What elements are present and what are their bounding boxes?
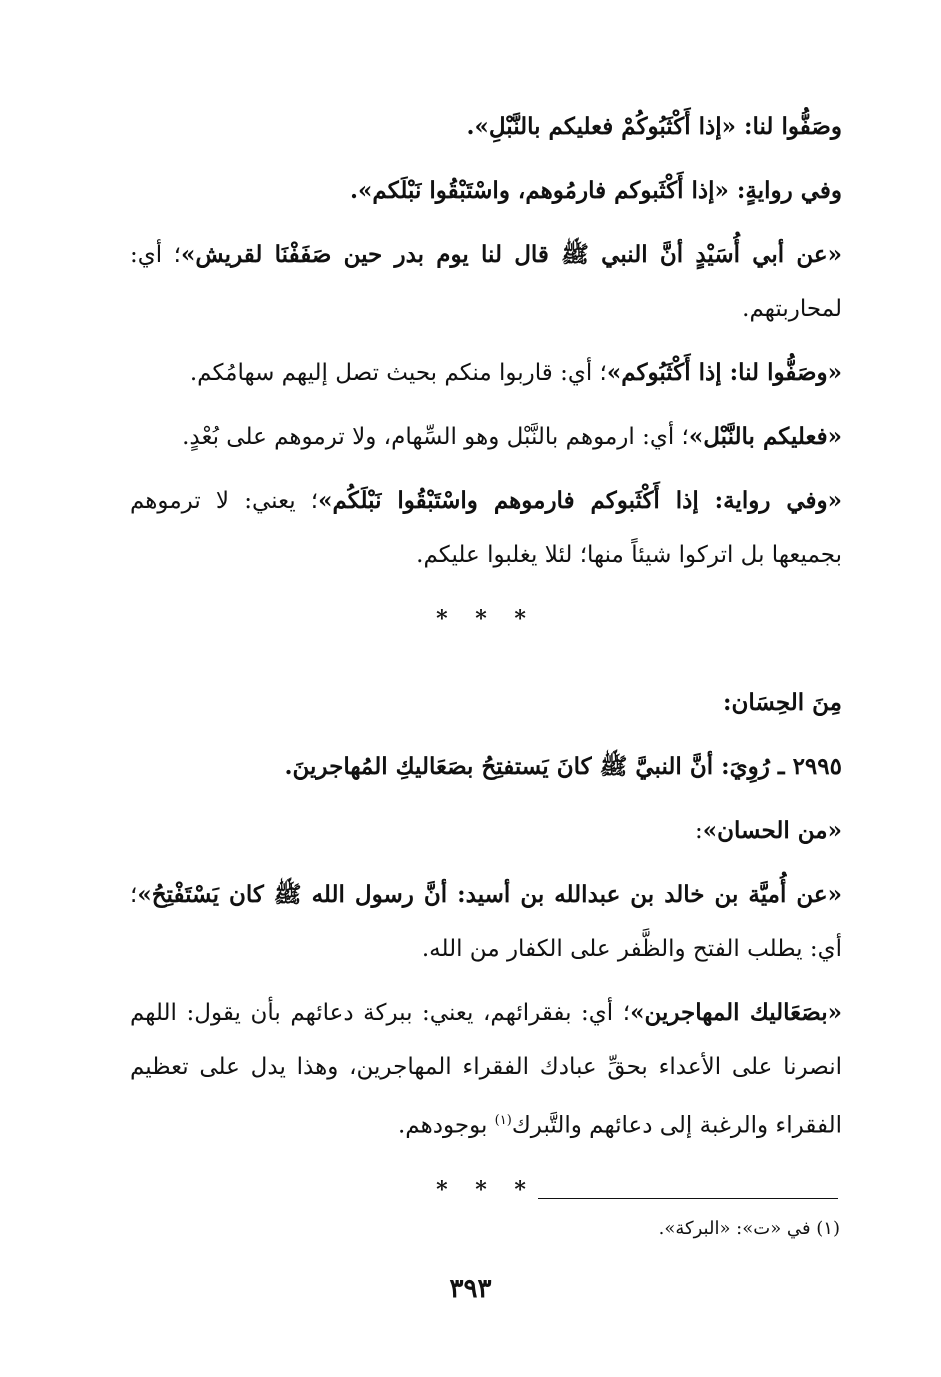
footnote-divider — [538, 1198, 838, 1199]
paragraph — [130, 410, 842, 464]
paragraph — [130, 228, 842, 336]
text-segment: ؛ يعني: لا ترموهم بجميعها بل اتركوا شيئاً منها؛ لئلا يغلبوا عليكم. — [130, 488, 842, 568]
paragraph — [130, 346, 842, 400]
commentary-block-1 — [130, 100, 842, 582]
section-heading: مِنَ الحِسَان: — [723, 689, 842, 716]
text-segment: بوجودهم. — [397, 1112, 495, 1139]
text-segment: : — [695, 818, 703, 844]
paragraph — [130, 474, 842, 582]
text-segment: ؛ أي: يطلب الفتح والظَّفر على الكفار من الله. — [130, 882, 842, 962]
footnote-ref: (١) — [494, 1113, 512, 1128]
main-text — [130, 100, 842, 1247]
page-number: ٣٩٣ — [449, 1274, 492, 1304]
commentary-block-2 — [130, 804, 842, 1153]
text-segment: «من الحسان» — [702, 817, 842, 844]
hadith-text: ٢٩٩٥ ـ رُوِيَ: أنَّ النبيَّ ﷺ كانَ يَستفتِحُ بصَعَاليكِ المُهاجرينَ. — [284, 753, 842, 780]
paragraph — [130, 164, 842, 218]
text-segment: «وصَفُّوا لنا: إذا أَكْثَبُوكم» — [606, 359, 842, 386]
text-segment: ؛ أي: بفقرائهم، يعني: ببركة دعائهم بأن يقول: اللهم انصرنا على الأعداء بحقِّ عبادك الفقراء المهاجرين، وهذا يدل على تعظيم الفقراء والرغبة إلى دعائهم والتَّبرك — [130, 1000, 842, 1139]
text-segment: «بصَعَاليك المهاجرين» — [630, 999, 842, 1026]
section-separator-end: * * * — [436, 1176, 536, 1203]
text-segment: «وفي رواية: إذا أَكْثَبوكم فارموهم واسْتَبْقُوا نَبْلَكُم» — [318, 487, 843, 514]
text-segment: ؛ أي: لمحاربتهم. — [130, 242, 842, 322]
text-segment: ؛ أي: قاربوا منكم بحيث تصل إليهم سهامُكم. — [189, 360, 607, 386]
paragraph — [130, 100, 842, 154]
text-segment: «عن أبي أُسَيْدٍ أنَّ النبي ﷺ قال لنا يوم بدر حين صَفَفْنَا لقريش» — [180, 241, 843, 268]
text-segment: وفي روايةٍ: «إذا أَكْثَبوكم فارمُوهم، واسْتَبْقُوا نَبْلَكم». — [350, 177, 842, 204]
footnote: (١) في «ت»: «البركة». — [658, 1218, 840, 1239]
text-segment: وصَفُّوا لنا: «إذا أَكْثَبُوكُمْ فعليكم بالنَّبْلِ». — [466, 113, 842, 140]
paragraph — [130, 986, 842, 1153]
text-segment: ؛ أي: ارموهم بالنَّبْل وهو السِّهام، ولا ترموهم على بُعْدٍ. — [182, 424, 689, 450]
text-segment: «فعليكم بالنَّبْل» — [688, 423, 842, 450]
paragraph — [130, 868, 842, 976]
paragraph — [130, 804, 842, 858]
text-segment: «عن أُميَّة بن خالد بن عبدالله بن أسيد: أنَّ رسول الله ﷺ كان يَسْتَفْتِحُ» — [137, 881, 842, 908]
section-separator: * * * — [436, 606, 536, 632]
